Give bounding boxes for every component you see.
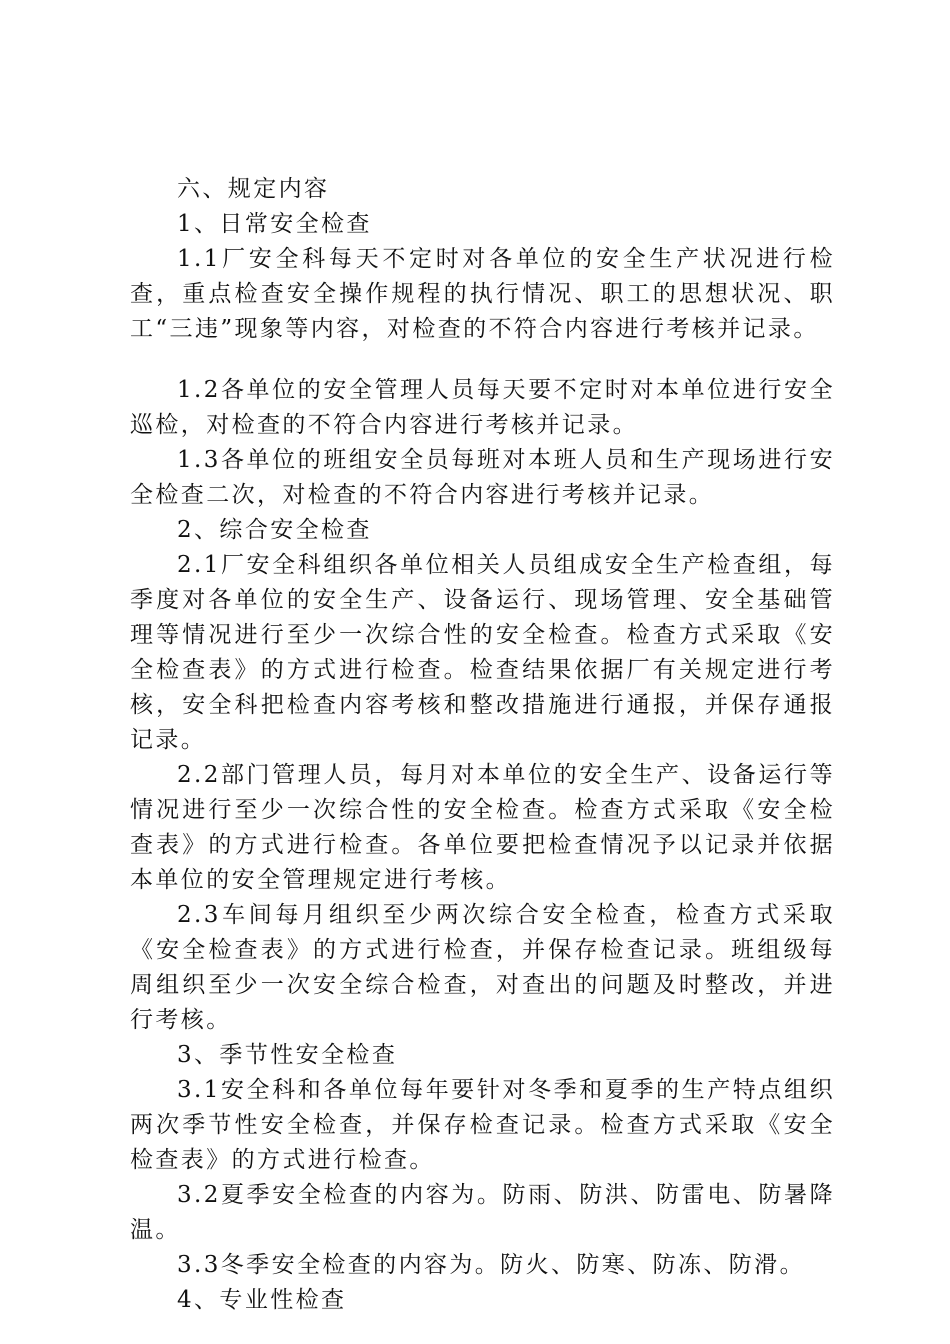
subsection-heading-2: 2、综合安全检查 [177,517,372,543]
paragraph-3-1: 3.1安全科和各单位每年要针对冬季和夏季的生产特点组织两次季节性安全检查，并保存检查记录。检查方式采取《安全检查表》的方式进行检查。 [130,1077,835,1173]
paragraph-1-2: 1.2各单位的安全管理人员每天要不定时对本单位进行安全巡检，对检查的不符合内容进行考核并记录。 [130,377,835,438]
paragraph-1-1: 1.1厂安全科每天不定时对各单位的安全生产状况进行检查，重点检查安全操作规程的执行情况、职工的思想状况、职工“三违”现象等内容，对检查的不符合内容进行考核并记录。 [130,246,835,342]
paragraph-2-2: 2.2部门管理人员，每月对本单位的安全生产、设备运行等情况进行至少一次综合性的安全检查。检查方式采取《安全检查表》的方式进行检查。各单位要把检查情况予以记录并依据本单位的安全管理规定进行考核。 [130,762,835,893]
subsection-heading-1: 1、日常安全检查 [177,211,372,237]
section-heading-6: 六、规定内容 [177,176,330,202]
subsection-heading-3: 3、季节性安全检查 [177,1042,398,1068]
paragraph-2-3: 2.3车间每月组织至少两次综合安全检查，检查方式采取《安全检查表》的方式进行检查，并保存检查记录。班组级每周组织至少一次安全综合检查，对查出的问题及时整改，并进行考核。 [130,902,835,1033]
paragraph-3-2: 3.2夏季安全检查的内容为。防雨、防洪、防雷电、防暑降温。 [130,1182,835,1243]
paragraph-3-3: 3.3冬季安全检查的内容为。防火、防寒、防冻、防滑。 [177,1252,805,1278]
paragraph-1-3: 1.3各单位的班组安全员每班对本班人员和生产现场进行安全检查二次，对检查的不符合内容进行考核并记录。 [130,447,835,508]
document-body [130,172,835,1318]
subsection-heading-4: 4、专业性检查 [177,1287,347,1313]
paragraph-2-1: 2.1厂安全科组织各单位相关人员组成安全生产检查组，每季度对各单位的安全生产、设备运行、现场管理、安全基础管理等情况进行至少一次综合性的安全检查。检查方式采取《安全检查表》的方式进行检查。检查结果依据厂有关规定进行考核，安全科把检查内容考核和整改措施进行通报，并保存通报记录。 [130,552,835,753]
